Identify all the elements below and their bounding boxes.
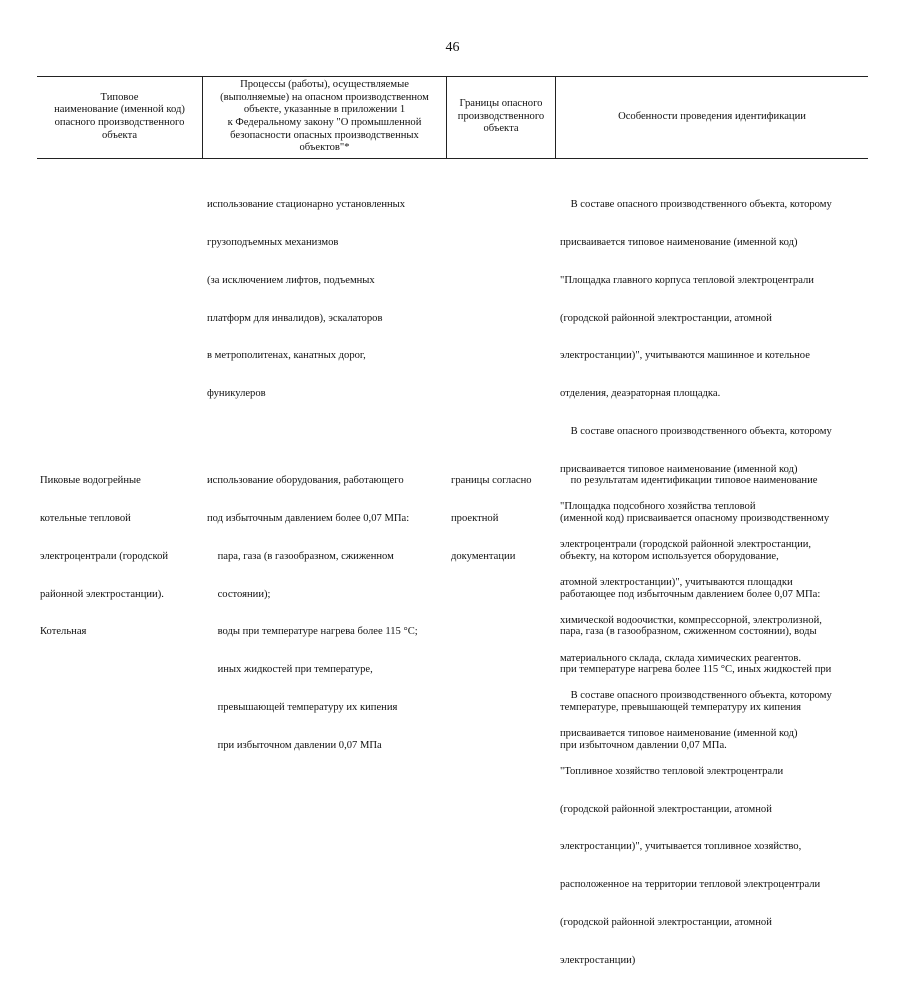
- text-line: химической водоочистки, компрессорной, электролизной,: [560, 614, 822, 626]
- text-line: электростанции)", учитываются машинное и котельное: [560, 350, 810, 362]
- text-line: В составе опасного производственного объекта, которому: [560, 199, 832, 211]
- text-line: иных жидкостей при температуре,: [207, 664, 373, 676]
- text-line: пара, газа (в газообразном, сжиженном: [207, 550, 394, 562]
- header-line: опасного производственного: [54, 117, 185, 128]
- text-line: грузоподъемных механизмов: [207, 236, 339, 248]
- table-header-bottom-border: [37, 158, 868, 159]
- text-line: в метрополитенах, канатных дорог,: [207, 350, 366, 362]
- header-line: Границы опасного: [459, 98, 543, 110]
- text-line: при избыточном давлении 0,07 МПа: [207, 739, 382, 751]
- text-line: отделения, деаэраторная площадка.: [560, 388, 721, 400]
- header-line: Особенности проведения идентификации: [618, 110, 806, 122]
- text-line: использование стационарно установленных: [207, 199, 406, 211]
- text-line: объекту, на котором используется оборудование,: [560, 550, 779, 562]
- row2-boundaries-cell: [451, 450, 532, 589]
- text-line: "Топливное хозяйство тепловой электроцентрали: [560, 765, 784, 777]
- row2-processes-cell: [207, 450, 418, 777]
- header-identification-features: [556, 76, 868, 158]
- text-line: при температуре нагрева более 115 °С, иных жидкостей при: [560, 664, 832, 676]
- header-line: (выполняемые) на опасном производственном: [220, 91, 429, 103]
- text-line: по результатам идентификации типовое наименование: [560, 475, 818, 487]
- text-line: электроцентрали (городской: [40, 550, 169, 562]
- text-line: под избыточным давлением более 0,07 МПа:: [207, 512, 410, 524]
- text-line: (городской районной электростанции, атомной: [560, 803, 772, 815]
- text-line: пара, газа (в газообразном, сжиженном состоянии), воды: [560, 626, 817, 638]
- text-line: присваивается типовое наименование (именной код): [560, 728, 798, 740]
- text-line: (городской районной электростанции, атомной: [560, 312, 772, 324]
- text-line: В составе опасного производственного объекта, которому: [560, 425, 832, 437]
- text-line: электроцентрали (городской районной электростанции,: [560, 539, 812, 551]
- text-line: превышающей температуру их кипения: [207, 701, 398, 713]
- text-line: "Площадка подсобного хозяйства тепловой: [560, 501, 756, 513]
- text-line: электростанции): [560, 954, 636, 966]
- text-line: воды при температуре нагрева более 115 °С;: [207, 626, 418, 638]
- text-line: состоянии);: [207, 588, 271, 600]
- row2-identification-cell: [560, 450, 831, 777]
- text-line: атомной электростанции)", учитываются площадки: [560, 577, 793, 588]
- page-number: 46: [445, 40, 460, 55]
- header-line: объекта: [101, 129, 138, 141]
- header-processes: [203, 76, 446, 158]
- text-line: котельные тепловой: [40, 512, 131, 524]
- text-line: фуникулеров: [207, 388, 266, 400]
- header-line: к Федеральному закону "О промышленной: [227, 117, 422, 128]
- text-line: использование оборудования, работающего: [207, 475, 404, 487]
- text-line: Пиковые водогрейные: [40, 475, 141, 487]
- header-line: производственного: [457, 110, 545, 122]
- header-line: наименование (именной код): [54, 104, 185, 116]
- text-line: (за исключением лифтов, подъемных: [207, 274, 375, 286]
- text-line: работающее под избыточным давлением более 0,07 МПа:: [560, 588, 821, 600]
- row1-processes-cell: [207, 174, 405, 426]
- text-line: присваивается типовое наименование (именной код): [560, 236, 798, 248]
- header-line: объекта: [483, 123, 519, 135]
- text-line: В составе опасного производственного объекта, которому: [560, 690, 832, 702]
- text-line: районной электростанции).: [40, 588, 164, 600]
- text-line: присваивается типовое наименование (именной код): [560, 463, 798, 475]
- text-line: Котельная: [40, 626, 87, 638]
- text-line: "Площадка главного корпуса тепловой электроцентрали: [560, 274, 814, 286]
- header-line: Типовое: [100, 91, 139, 103]
- text-line: проектной: [451, 512, 499, 524]
- header-line: объекте, указанные в приложении 1: [243, 104, 406, 116]
- text-line: платформ для инвалидов), эскалаторов: [207, 312, 383, 324]
- header-boundaries: [447, 76, 555, 158]
- text-line: температуре, превышающей температуру их кипения: [560, 701, 801, 713]
- header-line: безопасности опасных производственных: [230, 129, 419, 141]
- text-line: при избыточном давлении 0,07 МПа.: [560, 739, 727, 751]
- header-line: Процессы (работы), осуществляемые: [240, 79, 409, 91]
- text-line: (именной код) присваивается опасному производственному: [560, 512, 830, 524]
- header-line: объектов"*: [299, 142, 350, 154]
- row2-object-name-cell: [40, 450, 168, 664]
- text-line: электростанции)", учитывается топливное хозяйство,: [560, 841, 802, 853]
- header-object-name: [37, 76, 202, 158]
- text-line: границы согласно: [451, 475, 532, 487]
- text-line: документации: [451, 550, 516, 562]
- text-line: расположенное на территории тепловой электроцентрали: [560, 879, 821, 891]
- text-line: (городской районной электростанции, атомной: [560, 917, 772, 929]
- text-line: материального склада, склада химических реагентов.: [560, 652, 802, 664]
